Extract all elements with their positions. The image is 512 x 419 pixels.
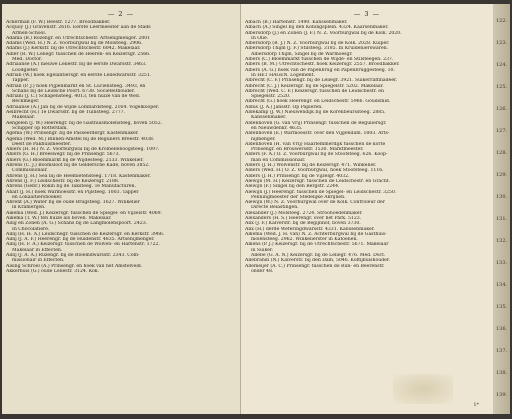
directory-entry: Aikema (T. W.) ten huize als boven. Makelaar. (6, 215, 112, 221)
left-column (6, 20, 236, 410)
directory-entry: Alders (J. H.) Wolvenstr. bij de Keizersgr. 471. Winkelier. (245, 163, 377, 169)
directory-entry: Prinsengr. en Brouwersstr. 1530. Marktmeester. (251, 147, 364, 153)
directory-entry: Alix (H.) derde Weteringdwarsstr. 4331. Kanssenmaker. (245, 226, 375, 232)
directory-entry: Aelbrecht (H.) 1e Dwarsstr. bij de Tuinsteeg. 2777. (6, 110, 126, 116)
directory-entry: Aldus (J. A.) Jansstr. Op Papieren. (245, 104, 323, 110)
left-page (2, 4, 241, 414)
directory-entry: Albrecht (Wed. C. F.) Keizersgr. tusschen de Leidschestr. en (245, 88, 384, 94)
directory-entry: in Kramerijen. (12, 205, 46, 211)
directory-entry: Penningmeester der Stedelijke Akrijnen. (251, 194, 346, 200)
directory-entry: Ahrens (J. H.) Sea bij de Heemietensteeg. 1718. Kastenmaker. (6, 173, 151, 179)
directory-entry: Spiegelstr. 2520. (251, 94, 291, 100)
right-column (245, 20, 489, 410)
directory-entry: Ahrens (C. J.) Boomsloot bij de Geldersche Kade, boven 3852. (6, 163, 150, 169)
directory-entry: Alix (J. F.) Kalverstr. bij de Begijnhof, boven 3730. (245, 221, 361, 227)
directory-entry: Ackerman (F. W.) Beestr. 1277. Broodbakker. (6, 20, 111, 25)
edge-page-fragment: 127. (496, 128, 508, 134)
directory-entry: Adriani (J. C.) Schapensteeg. 4013, ten huize van de Wed. (6, 94, 141, 100)
left-page-number: — 2 — (107, 10, 135, 18)
directory-entry: en Nieuwdenkr. 4635. (251, 125, 303, 131)
directory-entry: Ahlers (G. H.) Breeswegr. bij de Prinsengr. 5673. (6, 152, 120, 158)
edge-page-fragment: 122. (496, 18, 508, 24)
directory-entry: Tapper. (12, 78, 30, 84)
directory-entry: Adams (Wed. H.) N. Z. Voorburgwal bij de Molsteeg. 2906. (6, 41, 143, 47)
edge-page-fragment: 129. (496, 172, 508, 178)
directory-entry: Schans bij de Leidsche Poort. 6738. Societeithouder. (12, 88, 135, 94)
directory-entry: Aldenhoven (H. van Vrij) Haarlemmerdijk tusschen de korte (245, 141, 386, 147)
directory-entry: Adriaanse (A.) nieuwe Leliestr. bij de eerste Dwarsstr. 3463. (6, 62, 147, 68)
right-page (241, 4, 493, 414)
directory-entry: Schipper op Rotterdam. (12, 125, 68, 131)
directory-entry: Aldekamp (J. W.) Nieuwendijk bij de Korenbeurssteeg. 2885. (245, 110, 386, 116)
directory-entry: Armen-School. (12, 30, 47, 36)
directory-entry: Agema (W.) Prinsengr. bij de Passeerdergr. Kastenmaker. (6, 131, 139, 137)
edge-page-fragment: 131. (496, 216, 508, 222)
directory-entry: molensteeg. 2962. Winkelierster in Katoenen. (251, 237, 358, 243)
directory-entry: Agema (Wed. M.) Binnen-Amstel bij de Reguliers Breestr. 4038. (6, 136, 155, 142)
directory-entry: man en Commissionair. (251, 157, 306, 163)
edge-page-fragment: 124. (496, 62, 508, 68)
edge-page-fragment: 123. (496, 40, 508, 46)
directory-entry: Albers (C.) Bloemmarkt tusschen de Wijde- en Stilsteegen. 237. (245, 57, 394, 63)
directory-entry: onder 48. (251, 268, 274, 274)
directory-entry: Aldenhoven (E.) Warmoesstr. over den Vijgendam. 1803. Arts- (245, 131, 390, 137)
directory-entry: Adriaanse (A.) Jan bij de wijde Lombardsteeg. 2164. Vogelkooper. (6, 104, 160, 110)
directory-entry: Adama (B.) Rozengr. en Utrechtschestr. Artsenijmenger. 2001 (6, 35, 151, 41)
directory-entry: Aillij (H. H. A.) Leidschegr. tusschen de Keizersgr. en Kerkstr. 3966. (6, 231, 165, 237)
directory-entry: Allebé (G. A. N.) Keizersgr. bij de Leliegr. 476. Med. Doct. (251, 253, 386, 259)
directory-entry: Alkema (Wed. J. H. van) N. Z. Achterburgwal bij de Gasthuis- (245, 231, 387, 237)
edge-page-fragment: 134. (496, 282, 508, 288)
directory-entry: Ahrens (J. F.) Leidschestr. bij de Keizersgr. 2188. (6, 178, 120, 184)
directory-entry: Albrecht (C. F.) Prinsengr. bij de Leliegr. 3921. Suikerraffinadeer. (245, 78, 398, 84)
directory-entry: Acquoy (J.) Gravenstr. 2616. Eerste Leermeester aan de Stads (6, 25, 151, 31)
directory-entry: Alewijn (J.) Heerengr. tusschen de Spiegel- en Leidschestr. 3250. (245, 189, 397, 195)
directory-entry: Albersdorp Thijm (J. F.) Stilsteeg. 3185. In Kruidenierswaren. (245, 46, 389, 52)
edge-page-fragment: 125. (496, 84, 508, 90)
directory-entry: Ahrens (Gebr.) Rokin bij de Taksteeg. Te Manufacturen. (6, 184, 136, 190)
directory-entry: Alewijn (M. H.) Keizersgr. tusschen de Leidschestr. en Gracht. (245, 178, 391, 184)
next-page-edge (493, 4, 510, 414)
directory-entry: Kanssenmaker. (251, 115, 287, 121)
directory-entry: Alders (F. A.) O. Z. Voorburgwal bij de Stoofsteeg. 626. Koop- (245, 152, 388, 158)
directory-entry: Adrian (P. J.) hoek Pijpenmarkt en St. Luciënsteeg. 3493, en (6, 83, 146, 89)
directory-entry: en Lokaaltiershoeker. (12, 194, 63, 200)
directory-entry: Albach (B.) Hartenstr. 1490. Kanssenmaker. (245, 20, 348, 25)
right-page-number: — 3 — (353, 10, 381, 18)
directory-entry: Albers (B. M.) Utrechtschestr. hoek Keizersgr. 2557. Broodbakker. (245, 62, 400, 68)
directory-entry: Aikema (Wed. J.) Keizersgr. tusschen de Spiegel- en Vijzelstr. 4069. (6, 210, 163, 216)
directory-entry: Allebrandi (N.) Kalverstr. bij den Dam, 5046. Koffijhuishouder. (245, 258, 391, 264)
directory-entry: Ahlers (G.) Bloemmarkt bij de Wijdesteeg. 2133. Winkelier. (6, 157, 144, 163)
directory-entry: Med. Doctor. (12, 57, 43, 63)
directory-entry: in Suiker. (251, 247, 274, 253)
directory-entry: Commissionair. (12, 168, 48, 174)
directory-entry: Aillij (J. A. F.) Heerengr. bij de Huidenstr. 4835. Artsenijmenger. (6, 237, 155, 243)
directory-entry: Loodgieter. (12, 67, 39, 73)
directory-entry: Albach (A.) Singel bij den Koningsplein. 4324. Kaarsenmaker. (245, 25, 389, 31)
directory-entry: Alders (Wed. H.) O. Z. Voorburgwal, hoek Stoofsteeg. 1116. (245, 168, 384, 174)
directory-entry: Deelt de Pakhuismeester. (12, 141, 72, 147)
edge-page-fragment: 138. (496, 370, 508, 376)
directory-entry: Albrecht (C. J.) Keizersgr. bij de Spiegelstr. 5202. Makelaar. (245, 83, 384, 89)
directory-entry: nijmenger. (251, 136, 276, 142)
directory-entry: Adrian (W.) hoek Egelantiersgr. en eerste Leliedwarsstr. 3251. (6, 72, 152, 78)
directory-entry: Ahlers (H. H.) N. Z. Voorburgwal bij de Kromelleboogsteeg. 1097. (6, 147, 160, 153)
directory-entry: Ahalt (J. H.) hoek Warmoesstr. en Pijlsteeg. 1003. Tapper (6, 189, 139, 195)
directory-entry: In Chocolatière. (12, 226, 50, 232)
directory-entry: Makelaar in Effecten. (12, 247, 63, 253)
paper-stain (393, 374, 453, 404)
directory-entry: Aillij (J. A. A.) Ruzengr. bij de Bloemdwarsstr. 2343. Com- (6, 253, 140, 259)
edge-page-fragment: 130. (496, 194, 508, 200)
edge-page-fragment: 128. (496, 150, 508, 156)
directory-entry: Allemeijer (A. C.) Prinsengr. tusschen de Run- en Beerenstr. (245, 263, 385, 269)
directory-entry: Ahrent (A.) Water bij de oude Brugsteeg. 1627. Winkelier (6, 200, 140, 206)
edge-page-fragment: 136. (496, 326, 508, 332)
directory-entry: Albers (A. G.) hoek van de Papenbrug en Papenbruggesteeg. 10. (245, 67, 395, 73)
directory-entry: Aillij (H. F. A.) Keizersgr. tusschen de Wolven- en Hartenstr. 1722. (6, 242, 160, 248)
edge-page-fragment: 135. (496, 304, 508, 310)
directory-entry: Alders (J. H.) Prinsengr. bij de Vijzelgr. 4032. (245, 173, 350, 179)
directory-entry: Alewijn (W.) N. Z. Voorburgwal over de Kolk. Controleur der (245, 200, 385, 206)
directory-entry: Adams (J.) Kerkstr. bij de Utrechtschestr. 6042. Makelaar. (6, 46, 141, 52)
directory-entry: Albersdorp Thijm, Singel bij de Warmoesgr. (251, 51, 353, 57)
edge-page-fragment: 133. (496, 260, 508, 266)
edge-page-fragment: 132. (496, 238, 508, 244)
directory-entry: Albersdorp (B. J.) N. Z. Voorburgwal bij de Kolk. 2028. Kuiper. (245, 41, 390, 47)
directory-entry: Ailig en Zonen (A. G.) Schans bij de Langmolenspoort. 2423. (6, 221, 148, 227)
directory-entry: Akkerhuis (G.) oude Leliestr. 3124. Kok. (6, 268, 100, 274)
directory-entry: Directe Belastingen. (251, 205, 299, 211)
directory-entry: Aldenhoven (G. van Vrij) Prinsengr. tusschen de Reguliersgr. (245, 120, 387, 126)
directory-entry: Alkens (P. J.) Keizersgr. bij de Utrechtschestr. 5671. Makelaar (245, 242, 389, 248)
edge-page-fragment: 137. (496, 348, 508, 354)
directory-entry: Alewijn (F.) Singel bij den Bergstr. 2244. (245, 184, 340, 190)
directory-entry: missionair in Effecten. (12, 258, 65, 264)
directory-entry: In Olie. (251, 35, 269, 41)
directory-entry: Albrecht (G.) hoek Heerengr. en Leidschestr. 5966. Goudsmid. (245, 99, 391, 105)
directory-entry: Aising Schroel (A.) Prinsengr. en hoek van het Amstelveld. (6, 263, 143, 269)
directory-entry: In HET HAGEN. Logement. (251, 72, 315, 78)
directory-entry: Adler (R. W.) Leliegr. tusschen de Heeren- en Keizersgr. 2566. (6, 51, 151, 57)
signature-mark: 1* (473, 402, 479, 408)
directory-entry: Albersdorp (J.) en Zonen (J. F.) N. Z. Voorburgwal bij de Kolk. 2020. (245, 30, 402, 36)
edge-page-fragment: 126. (496, 106, 508, 112)
directory-entry: Makelaar. (12, 115, 36, 121)
edge-page-fragment: 139. (496, 392, 508, 398)
directory-entry: Aengelen (J. W.) Heerengr. bij de Gasthuismolensteeg, boven 5052. (6, 120, 163, 126)
directory-entry: Beckmeijer. (12, 99, 40, 105)
directory-entry: Alexander (J.) Molsteeg. 2724. Stroohoedenmaker. (245, 210, 363, 216)
directory-entry: Alexanders (H. S.) Heerengr. over het Park. 5123. (245, 215, 362, 221)
